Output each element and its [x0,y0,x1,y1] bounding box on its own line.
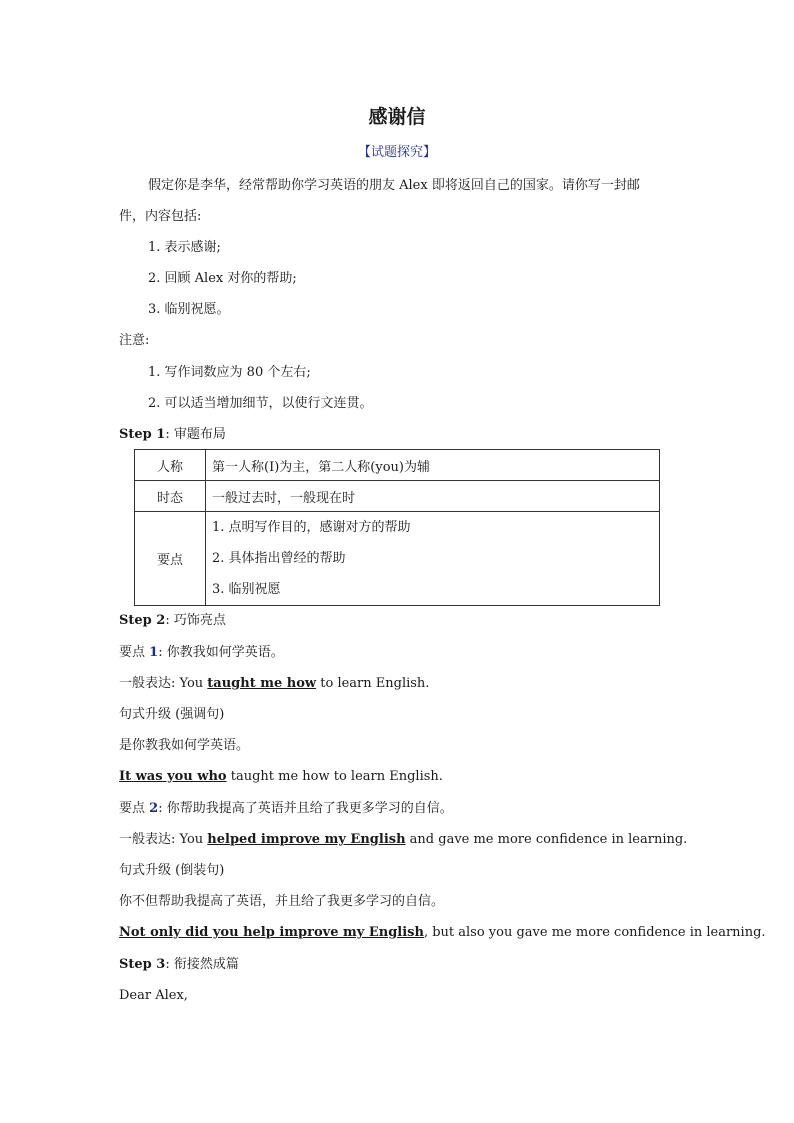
note-item-2: 2. 可以适当增加细节，以使行文连贯。 [148,396,373,411]
note-label: 注意: [119,333,150,348]
point1-upgraded [119,768,443,786]
step2-text: : 巧饰亮点 [165,613,226,628]
point1-text: : 你教我如何学英语。 [158,645,284,660]
page-title: 感谢信 [368,106,426,128]
point1-general-rest: to learn English. [316,676,430,691]
point2-upgraded [119,924,766,942]
table-point-1: 1. 点明写作目的，感谢对方的帮助 [212,520,411,535]
point2-upgraded-emphasis: Not only did you help improve my English [119,925,424,940]
table-key-person: 人称 [135,450,206,481]
point2-general [119,831,687,849]
prompt-line-1: 假定你是李华，经常帮助你学习英语的朋友 Alex 即将返回自己的国家。请你写一封邮 [148,178,640,193]
prompt-item-1: 1. 表示感谢; [148,240,221,255]
note-item-1: 1. 写作词数应为 80 个左右; [148,365,311,380]
point1-upgraded-emphasis: It was you who [119,769,227,784]
point1-general [119,675,429,693]
point1-chinese: 是你教我如何学英语。 [119,738,250,753]
point2-text: : 你帮助我提高了英语并且给了我更多学习的自信。 [158,801,453,816]
point2-upgrade: 句式升级 (倒装句) [119,863,225,878]
point2-general-rest: and gave me more confidence in learning. [405,832,688,847]
step1-text: : 审题布局 [165,427,226,442]
point1-upgrade: 句式升级 (强调句) [119,707,225,722]
step2-label: Step 2 [119,613,166,628]
table-point-3: 3. 临别祝愿 [212,582,281,597]
step1-label: Step 1 [119,427,166,442]
table-row [135,481,660,512]
letter-greeting: Dear Alex, [119,988,188,1003]
section-label: 【试题探究】 [357,145,436,160]
point1-number: 1 [149,645,159,660]
point2-general-emphasis: helped improve my English [207,832,406,847]
table-row [135,512,660,606]
step3-text: : 衔接然成篇 [165,957,239,972]
point1-upgraded-rest: taught me how to learn English. [226,769,443,784]
point1-heading [119,644,284,662]
step2-heading [119,612,226,630]
point2-upgraded-rest: , but also you gave me more confidence in learning. [423,925,766,940]
analysis-table [134,449,660,606]
point2-general-label: 一般表达: You [119,832,208,847]
point2-label: 要点 [119,801,150,816]
table-point-2: 2. 具体指出曾经的帮助 [212,551,346,566]
point2-chinese: 你不但帮助我提高了英语，并且给了我更多学习的自信。 [119,894,445,909]
point2-number: 2 [149,801,159,816]
step3-heading [119,956,239,974]
step3-label: Step 3 [119,957,166,972]
prompt-item-3: 3. 临别祝愿。 [148,302,230,317]
point1-label: 要点 [119,645,150,660]
table-value-points [206,512,660,606]
table-value-person: 第一人称(I)为主，第二人称(you)为辅 [206,450,660,481]
table-key-points: 要点 [135,512,206,606]
table-row [135,450,660,481]
prompt-line-2: 件，内容包括: [119,209,202,224]
table-key-tense: 时态 [135,481,206,512]
table-value-tense: 一般过去时，一般现在时 [206,481,660,512]
prompt-item-2: 2. 回顾 Alex 对你的帮助; [148,271,297,286]
point1-general-label: 一般表达: You [119,676,208,691]
step1-heading [119,426,226,444]
point2-heading [119,800,453,818]
point1-general-emphasis: taught me how [207,676,317,691]
